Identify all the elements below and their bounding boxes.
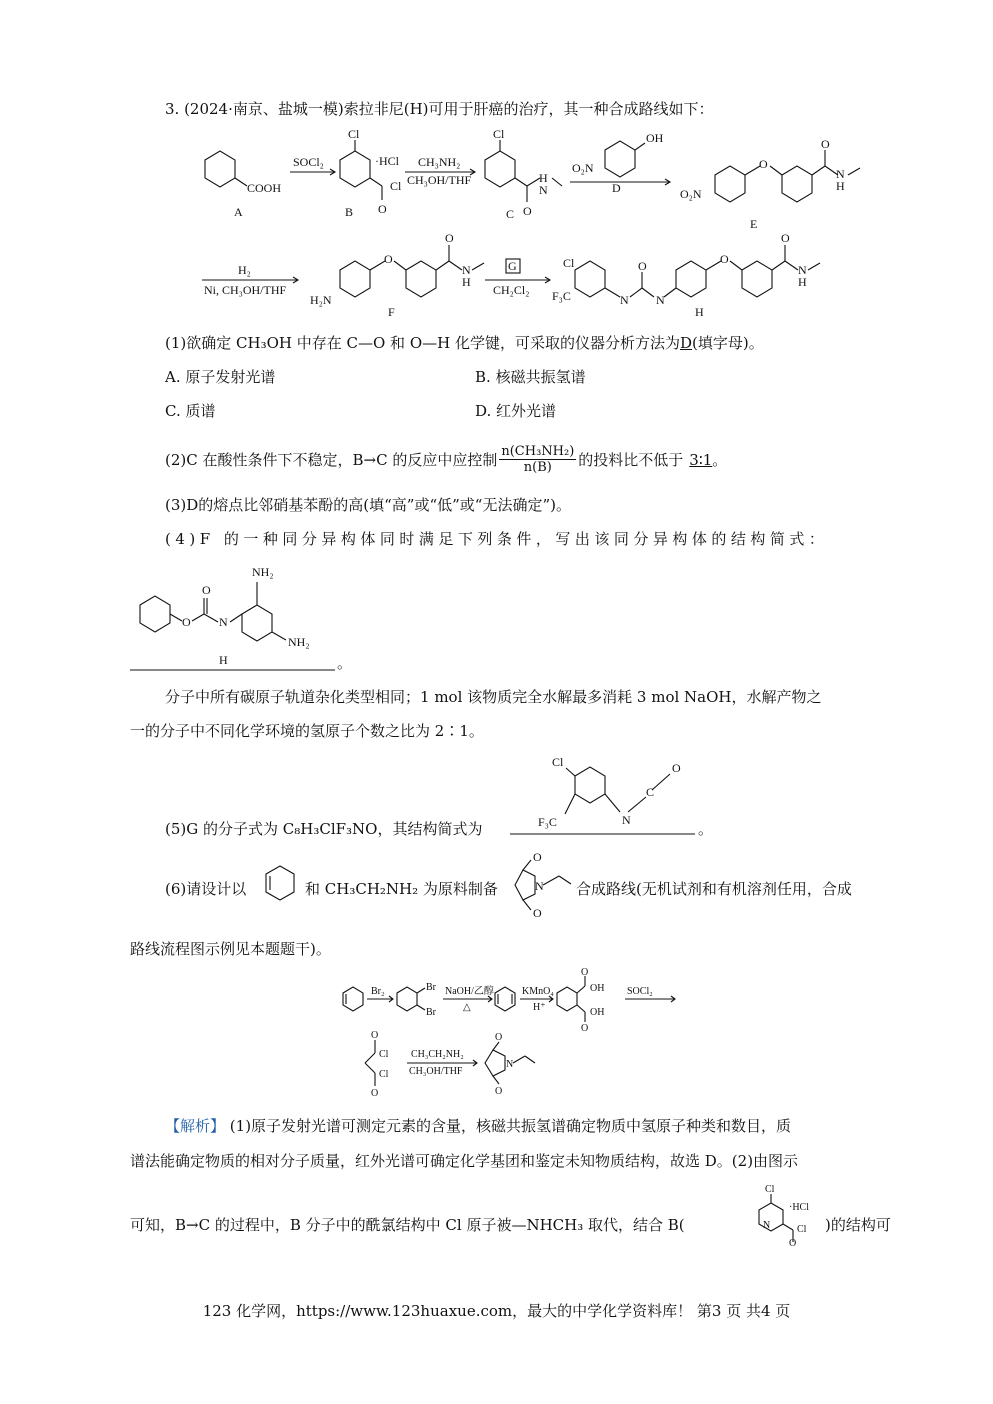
atom-text: N bbox=[656, 293, 665, 307]
atom-text: Cl bbox=[563, 256, 575, 270]
q4: (4)F 的一种同分异构体同时满足下列条件，写出该同分异构体的结构简式： bbox=[165, 530, 829, 548]
ring-H2 bbox=[676, 261, 706, 297]
n-ethylsuccinimide-icon bbox=[505, 850, 575, 920]
svg-text:Cl: Cl bbox=[797, 1224, 807, 1235]
atom-text: Cl bbox=[348, 127, 360, 141]
atom-text: N bbox=[462, 263, 471, 277]
q1-answer: D bbox=[679, 334, 692, 352]
atom-text: NH₂ bbox=[252, 565, 274, 579]
atom-text: O bbox=[821, 137, 830, 151]
atom-text: H bbox=[219, 653, 228, 667]
option-a: A. 原子发射光谱 bbox=[165, 368, 276, 386]
option-c: C. 质谱 bbox=[165, 402, 216, 420]
q6-pre: (6)请设计以 bbox=[165, 880, 247, 898]
ring-F1 bbox=[340, 261, 370, 297]
atom-text: O bbox=[495, 1086, 503, 1097]
reagent-text: KMnO₄ bbox=[522, 986, 554, 997]
svg-text:·HCl: ·HCl bbox=[789, 1202, 809, 1213]
compound-label: H bbox=[695, 305, 704, 319]
q1 bbox=[165, 332, 764, 353]
q4-end: 。 bbox=[337, 654, 353, 672]
atom-text: O₂N bbox=[680, 187, 702, 201]
compound-label: E bbox=[750, 217, 758, 231]
reagent-text: △ bbox=[463, 1002, 471, 1013]
q1-text: (1)欲确定 CH₃OH 中存在 C—O 和 O—H 化学键，可采取的仪器分析方法为 bbox=[165, 334, 680, 352]
q5: (5)G 的分子式为 C₈H₃ClF₃NO，其结构简式为 bbox=[165, 820, 483, 838]
atom-text: Cl bbox=[379, 1069, 389, 1080]
cyclohexene-icon bbox=[262, 862, 298, 906]
atom-text: O bbox=[720, 252, 729, 266]
q6-line2: 路线流程图示例见本题题干)。 bbox=[130, 940, 331, 958]
atom-text: O bbox=[638, 259, 647, 273]
atom-text: C bbox=[646, 785, 655, 799]
atom-text: O bbox=[495, 1032, 503, 1043]
atom-text: O bbox=[371, 1030, 379, 1041]
reagent-text: NaOH/乙醇 bbox=[445, 986, 494, 997]
atom-text: O bbox=[371, 1088, 379, 1099]
analysis-text: (1)原子发射光谱可测定元素的含量，核磁共振氢谱确定物质中氢原子种类和数目，质 bbox=[229, 1117, 792, 1135]
question-stem: 3. (2024·南京、盐城一模)索拉非尼(H)可用于肝癌的治疗，其一种合成路线如下： bbox=[165, 100, 714, 118]
atom-text: H bbox=[836, 179, 845, 193]
atom-text: N bbox=[506, 1059, 514, 1070]
atom-text: Cl bbox=[493, 127, 505, 141]
atom-text: N bbox=[539, 183, 548, 197]
atom-text: Cl bbox=[552, 755, 564, 769]
q2-answer: 3∶1 bbox=[689, 450, 713, 469]
atom-text: H bbox=[462, 275, 471, 289]
q6-and: 和 CH₃CH₂NH₂ 为原料制备 bbox=[305, 880, 498, 898]
svg-text:Cl: Cl bbox=[765, 1184, 775, 1195]
ring-D bbox=[605, 141, 635, 177]
atom-text: O bbox=[759, 157, 768, 171]
svg-text:O: O bbox=[533, 850, 542, 864]
atom-text: O bbox=[581, 1023, 589, 1034]
analysis-structure-B bbox=[745, 1180, 827, 1246]
reagent-text: CH₃OH/THF bbox=[409, 1066, 463, 1077]
atom-text: Cl bbox=[379, 1049, 389, 1060]
reagent-text: CH₃OH/THF bbox=[407, 173, 472, 187]
q5-answer-structure bbox=[510, 752, 700, 838]
analysis-line-2: 谱法能确定物质的相对分子质量，红外光谱可确定化学基团和鉴定未知物质结构，故选 D。(2)由图示 bbox=[130, 1152, 799, 1170]
atom-text: O bbox=[581, 968, 589, 978]
q4-condition-1: 分子中所有碳原子轨道杂化类型相同；1 mol 该物质完全水解最多消耗 3 mol NaOH，水解产物之 bbox=[165, 688, 822, 706]
atom-text: F₃C bbox=[538, 815, 557, 829]
atom-text: N bbox=[620, 293, 629, 307]
atom-text: O bbox=[523, 204, 532, 218]
q2: (2)C 在酸性条件下不稳定，B→C 的反应中应控制 n(CH₃NH₂) n(B) 的投料比不低于 3∶1 。 bbox=[165, 444, 728, 475]
q3: (3)D的熔点比邻硝基苯酚的高(填“高”或“低”或“无法确定”)。 bbox=[165, 496, 571, 514]
q2-text: (2)C 在酸性条件下不稳定，B→C 的反应中应控制 bbox=[165, 451, 498, 469]
atom-text: Br bbox=[426, 982, 436, 993]
q6-post: 合成路线(无机试剂和有机溶剂任用，合成 bbox=[576, 880, 852, 898]
reagent-text: H₂ bbox=[238, 263, 251, 277]
atom-text: N bbox=[836, 167, 845, 181]
atom-text: H bbox=[539, 171, 548, 185]
atom-text: NH₂ bbox=[288, 635, 310, 649]
synthesis-scheme bbox=[180, 120, 900, 325]
atom-text: O bbox=[445, 231, 454, 245]
atom-text: Cl bbox=[390, 179, 402, 193]
atom-text: N bbox=[219, 615, 228, 629]
atom-text: OH bbox=[590, 983, 605, 994]
atom-text: O bbox=[182, 615, 191, 629]
ring-H3 bbox=[742, 261, 772, 297]
q4-answer-structure bbox=[130, 560, 360, 672]
atom-text: O bbox=[672, 761, 681, 775]
q4-condition-2: 一的分子中不同化学环境的氢原子个数之比为 2∶1。 bbox=[130, 722, 484, 740]
atom-text: OH bbox=[646, 131, 664, 145]
reagent-text: G bbox=[508, 259, 517, 273]
page-footer: 123 化学网，https://www.123huaxue.com，最大的中学化学资料库！ 第3 页 共4 页 bbox=[202, 1302, 791, 1320]
analysis-tag: 【解析】 bbox=[165, 1117, 226, 1135]
atom-text: N bbox=[798, 263, 807, 277]
atom-text: O bbox=[202, 583, 211, 597]
reagent-text: CH₃NH₂ bbox=[418, 155, 461, 169]
atom-text: N bbox=[622, 813, 631, 827]
ring-H1 bbox=[575, 261, 605, 297]
svg-text:N: N bbox=[535, 879, 544, 893]
reagent-text: H⁺ bbox=[533, 1002, 546, 1013]
svg-text:O: O bbox=[533, 906, 542, 920]
reagent-text: Br₂ bbox=[371, 986, 385, 997]
reagent-text: Ni, CH₃OH/THF bbox=[204, 283, 287, 297]
ring-B bbox=[340, 151, 370, 187]
atom-text: H₂N bbox=[310, 293, 332, 307]
atom-text: O bbox=[384, 252, 393, 266]
compound-label: F bbox=[388, 305, 395, 319]
reagent-text: SOCl₂ bbox=[627, 986, 653, 997]
atom-text: ·HCl bbox=[375, 154, 399, 168]
atom-text: COOH bbox=[247, 181, 282, 195]
analysis-line-1 bbox=[165, 1115, 791, 1136]
atom-text: Br bbox=[426, 1007, 436, 1018]
atom-text: F₃C bbox=[552, 289, 571, 303]
reagent-text: D bbox=[612, 181, 621, 195]
reagent-text: SOCl₂ bbox=[293, 155, 324, 169]
svg-text:O: O bbox=[789, 1238, 797, 1246]
compound-label: B bbox=[345, 205, 354, 219]
reagent-text: CH₂Cl₂ bbox=[493, 283, 530, 297]
compound-label: A bbox=[234, 205, 243, 219]
ring-F2 bbox=[406, 261, 436, 297]
atom-text: O bbox=[378, 202, 387, 216]
ring-C bbox=[485, 151, 515, 187]
svg-text:N: N bbox=[763, 1220, 771, 1231]
atom-text: O bbox=[781, 231, 790, 245]
compound-label: C bbox=[506, 207, 515, 221]
option-b: B. 核磁共振氢谱 bbox=[475, 368, 586, 386]
ring-E1 bbox=[715, 166, 745, 202]
ring-E2 bbox=[782, 166, 812, 202]
q1-tail: (填字母)。 bbox=[692, 334, 764, 352]
ring-A bbox=[205, 151, 235, 187]
atom-text: H bbox=[798, 275, 807, 289]
option-d: D. 红外光谱 bbox=[475, 402, 557, 420]
q2-fraction: n(CH₃NH₂) n(B) bbox=[501, 444, 575, 475]
analysis-line-3-post: )的结构可 bbox=[825, 1216, 891, 1234]
reagent-text: CH₃CH₂NH₂ bbox=[411, 1049, 464, 1060]
q5-end: 。 bbox=[698, 820, 714, 838]
atom-text: O₂N bbox=[572, 161, 594, 175]
atom-text: OH bbox=[590, 1007, 605, 1018]
q6-route-scheme bbox=[335, 968, 715, 1108]
analysis-line-3-pre: 可知，B→C 的过程中，B 分子中的酰氯结构中 Cl 原子被—NHCH₃ 取代，结合 B( bbox=[130, 1216, 685, 1234]
